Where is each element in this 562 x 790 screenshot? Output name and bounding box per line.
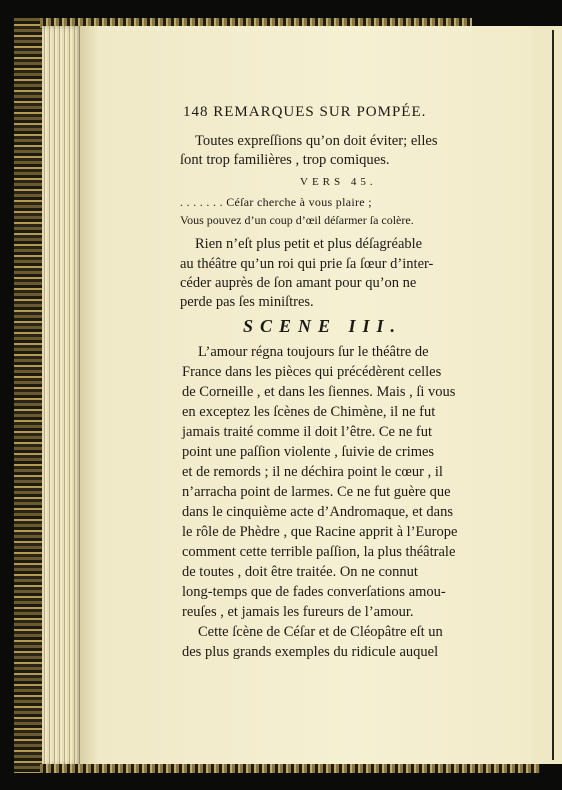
body-line: L’amour régna toujours ſur le théâtre de: [198, 344, 429, 360]
scene-heading: SCENE III.: [243, 316, 403, 336]
binding-bottom-edge: [40, 764, 540, 773]
body-line: de Corneille , et dans les ſiennes. Mais , ſi vous: [182, 384, 456, 400]
quote-line: . . . . . . . Céſar cherche à vous plaire ;: [180, 195, 372, 209]
text-line: perde pas ſes miniſtres.: [180, 294, 314, 310]
running-header: 148 REMARQUES SUR POMPÉE.: [183, 104, 427, 120]
body-line: en exceptez les ſcènes de Chimène, il ne fut: [182, 404, 436, 420]
body-line: long-temps que de fades converſations amou-: [182, 584, 446, 600]
body-line: des plus grands exemples du ridicule auquel: [182, 644, 439, 660]
verse-label: VERS 45.: [300, 176, 377, 188]
body-line: et de remords ; il ne déchira point le cœur , il: [182, 464, 443, 480]
body-line: France dans les pièces qui précédèrent celles: [182, 364, 442, 380]
body-line: dans le cinquième acte d’Andromaque, et dans: [182, 504, 453, 520]
body-line: Cette ſcène de Céſar et de Cléopâtre eſt un: [198, 624, 443, 640]
text-line: au théâtre qu’un roi qui prie ſa ſœur d’inter-: [180, 256, 434, 272]
facing-page-edge: [530, 26, 562, 764]
text-line: céder auprès de ſon amant pour qu’on ne: [180, 275, 417, 291]
page-gutter-shadow: [552, 30, 554, 760]
body-line: point une paſſion violente , ſuivie de crimes: [182, 444, 435, 460]
body-line: de toutes , doit être traitée. On ne connut: [182, 564, 418, 580]
body-line: n’arracha point de larmes. Ce ne fut guère que: [182, 484, 451, 500]
body-line: comment cette terrible paſſion, la plus théâtrale: [182, 544, 456, 560]
quote-line: Vous pouvez d’un coup d’œil déſarmer ſa colère.: [180, 213, 414, 227]
page-edges: [42, 26, 82, 766]
text-line: Toutes expreſſions qu’on doit éviter; elles: [195, 133, 438, 149]
text-line: Rien n’eſt plus petit et plus déſagréable: [195, 236, 423, 252]
body-line: reuſes , et jamais les fureurs de l’amour.: [182, 604, 414, 620]
body-line: le rôle de Phèdre , que Racine apprit à l’Europe: [182, 524, 458, 540]
text-line: ſont trop familières , trop comiques.: [180, 152, 390, 168]
body-line: jamais traité comme il doit l’être. Ce ne fut: [182, 424, 433, 440]
